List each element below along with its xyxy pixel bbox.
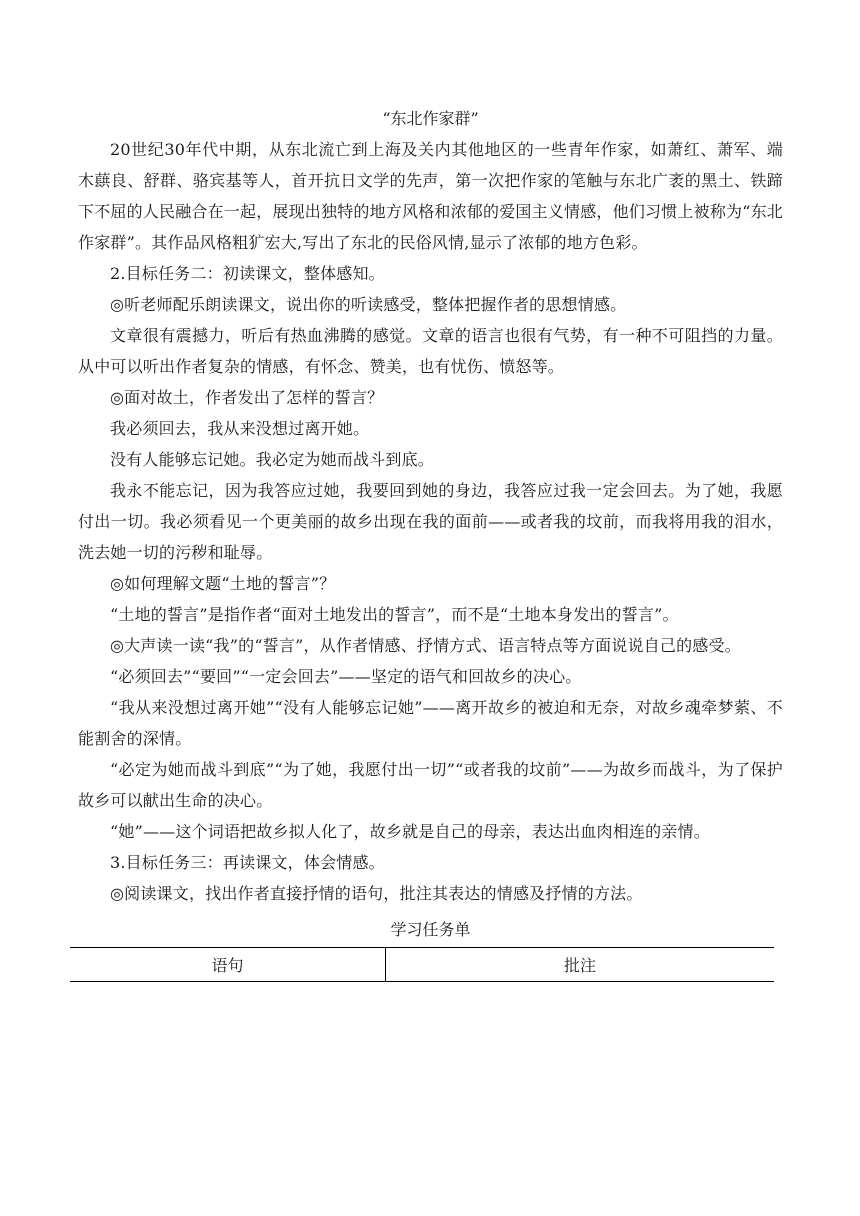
paragraph: 2.目标任务二：初读课文，整体感知。 bbox=[110, 264, 385, 283]
table-caption: 学习任务单 bbox=[390, 920, 471, 939]
paragraph: ◎阅读课文，找出作者直接抒情的语句，批注其表达的情感及抒情的方法。 bbox=[110, 884, 643, 903]
paragraph: 文章很有震撼力，听后有热血沸腾的感觉。文章的语言也很有气势，有一种不可阻挡的力量。从中可以听出作者复杂的情感，有怀念、赞美，也有忧伤、愤怒等。 bbox=[78, 326, 783, 376]
paragraph: “土地的誓言”是指作者“面对土地发出的誓言”，而不是“土地本身发出的誓言”。 bbox=[110, 605, 679, 624]
section-title: “东北作家群” bbox=[382, 109, 479, 128]
paragraph: “她”——这个词语把故乡拟人化了，故乡就是自己的母亲，表达出血肉相连的亲情。 bbox=[110, 822, 710, 841]
paragraph: 3.目标任务三：再读课文，体会情感。 bbox=[110, 853, 385, 872]
paragraph: 我永不能忘记，因为我答应过她，我要回到她的身边，我答应过我一定会回去。为了她，我愿付出一切。我必须看见一个更美丽的故乡出现在我的面前——或者我的坟前，而我将用我的泪水，洗去她一切的污秽和耻辱。 bbox=[78, 481, 783, 562]
paragraph: 没有人能够忘记她。我必定为她而战斗到底。 bbox=[110, 450, 435, 469]
paragraph: 20世纪30年代中期，从东北流亡到上海及关内其他地区的一些青年作家，如萧红、萧军、端木蕻良、舒群、骆宾基等人，首开抗日文学的先声，第一次把作家的笔触与东北广袤的黑土、铁蹄下不屈的人民融合在一起，展现出独特的地方风格和浓郁的爱国主义情感，他们习惯上被称为“东北作家群”。其作品风格粗犷宏大,写出了东北的民俗风情,显示了浓郁的地方色彩。 bbox=[78, 140, 783, 252]
table-header-row bbox=[70, 948, 774, 982]
paragraph: ◎如何理解文题“土地的誓言”？ bbox=[110, 574, 336, 593]
paragraph: “必须回去”“要回”“一定会回去”——坚定的语气和回故乡的决心。 bbox=[110, 667, 582, 686]
paragraph: “我从来没想过离开她”“没有人能够忘记她”——离开故乡的被迫和无奈，对故乡魂牵梦萦、不能割舍的深情。 bbox=[78, 698, 783, 748]
paragraph: “必定为她而战斗到底”“为了她，我愿付出一切”“或者我的坟前”——为故乡而战斗，为了保护故乡可以献出生命的决心。 bbox=[78, 760, 783, 810]
document-body bbox=[78, 104, 783, 945]
column-header-annotation: 批注 bbox=[386, 948, 775, 982]
column-header-sentence: 语句 bbox=[70, 948, 386, 982]
paragraph: ◎听老师配乐朗读课文，说出你的听读感受，整体把握作者的思想情感。 bbox=[110, 295, 627, 314]
task-table bbox=[70, 947, 774, 982]
paragraph: ◎大声读一读“我”的“誓言”，从作者情感、抒情方式、语言特点等方面说说自己的感受。 bbox=[110, 636, 741, 655]
paragraph: ◎面对故土，作者发出了怎样的誓言？ bbox=[110, 388, 384, 407]
paragraph: 我必须回去，我从来没想过离开她。 bbox=[110, 419, 370, 438]
